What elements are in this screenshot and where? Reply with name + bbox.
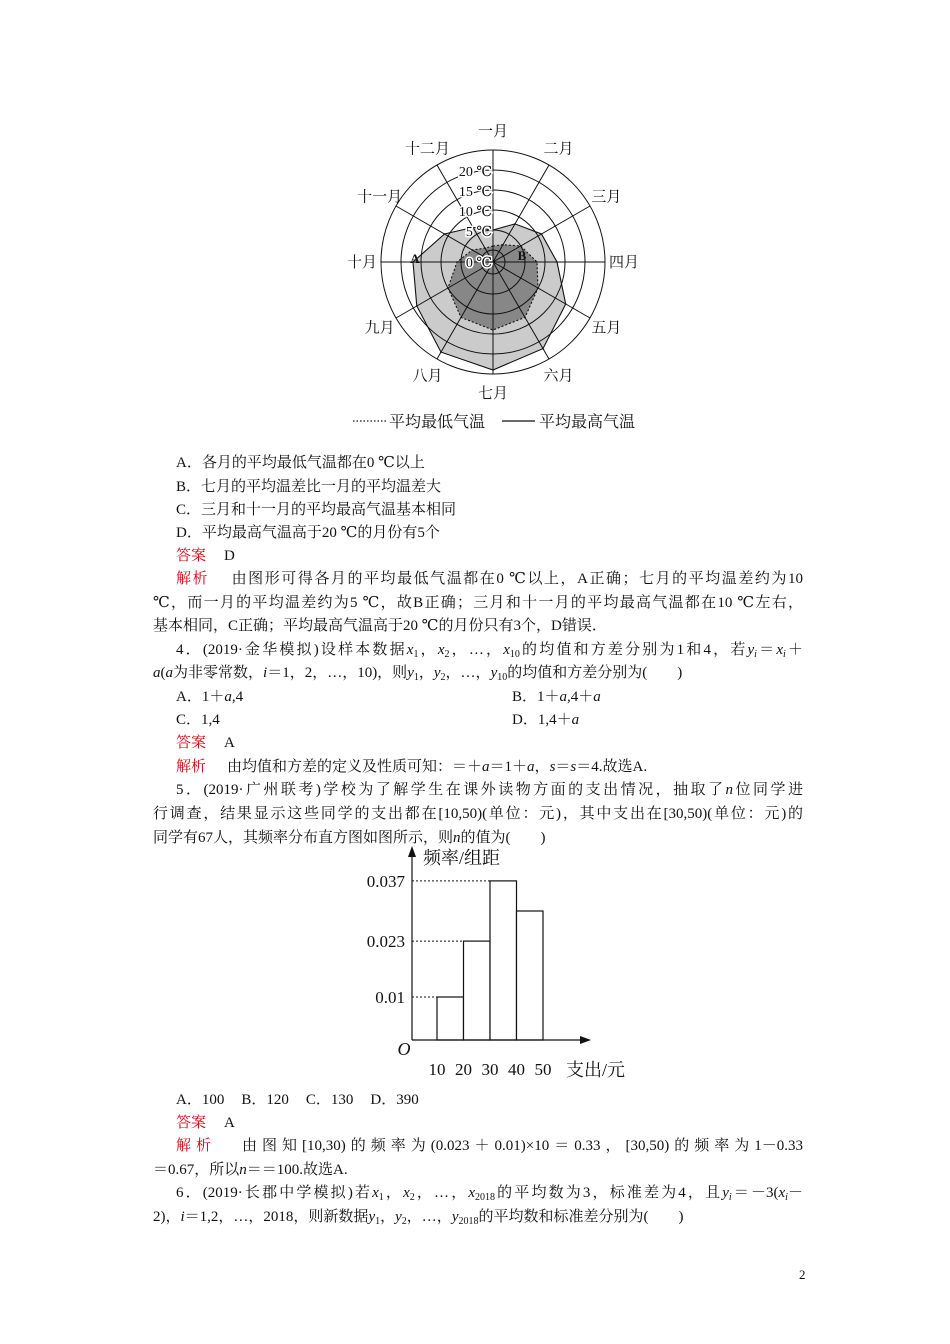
text-run: ＝1,2，…，2018，则新数据 [184,1209,369,1225]
text-run: － [787,1185,803,1201]
text-run: ,4＋ [567,689,594,705]
text-run: 的平均数和标准差分别为( ) [478,1209,684,1225]
text-run: ， [418,665,434,681]
text-run: 的值为( ) [460,830,546,846]
explanation-text [230,571,803,587]
math-variable: n [725,782,734,798]
histogram-bar [490,881,517,1040]
math-subscript: 1 [413,672,419,683]
q5-options [176,1090,436,1110]
q4-option-a [176,687,243,707]
math-variable: a [224,689,232,705]
text-run: 4．(2019·金华模拟)设样本数据 [176,642,407,658]
math-variable: a [527,759,535,775]
explanation-label: 解析 [176,571,210,587]
math-variable: n [453,830,461,846]
text-run: ，…， [406,1209,452,1225]
math-subscript: 1 [413,649,419,660]
month-label: 七月 [477,386,509,402]
text-run: ＝4.故选A. [576,759,648,775]
legend [353,412,635,431]
answer-label: 答案 [176,1115,207,1131]
math-variable: a [153,665,161,681]
x-tick-label: 50 [534,1060,552,1079]
text-run: 的均值和方差分别为( ) [507,665,683,681]
month-label: 一月 [477,124,509,140]
explanation-label: 解析 [176,759,207,775]
text-run: ℃，而一月的平均温差约为5 ℃，故B正确；三月和十一月的平均最高气温都在10 ℃左右， [153,595,803,611]
text-run: ＝0.67，所以 [153,1162,240,1178]
text-run: ， [380,1209,396,1225]
text-run: 5．(2019·广州联考)学校为了解学生在课外读物方面的支出情况，抽取了 [176,782,726,798]
math-variable: s [549,759,556,775]
math-variable: s [570,759,577,775]
text-run: 的平均数为3，标准差为4，且 [495,1185,723,1201]
math-variable: y [490,665,498,681]
origin-label: O [397,1039,411,1059]
q3-option-d: D．平均最高气温高于20 ℃的月份有5个 [176,525,440,541]
month-label: 九月 [364,320,395,337]
math-variable: a [482,759,490,775]
text-run: ＝＝100.故选A. [246,1162,348,1178]
math-variable: x [503,642,510,658]
q5-option-b: B．120 [241,1092,289,1108]
text-run: 位同学进 [733,782,803,798]
q4-option-b [512,687,601,707]
x-tick-label: 20 [455,1060,472,1079]
math-variable: x [437,642,445,658]
q5-stem-line-2 [153,804,803,824]
text-run: 由均值和方差的定义及性质可知：＝＋ [227,759,483,775]
text-run: ＝1＋ [489,759,528,775]
math-subscript: 1 [375,1216,381,1227]
tick-label: 0 ℃ [465,256,492,271]
y-axis-title: 频率/组距 [423,848,501,868]
math-subscript: i [782,649,786,660]
histogram-bar [437,997,464,1040]
month-label: 二月 [543,141,574,158]
math-variable: a [559,689,568,705]
answer-value: A [224,735,235,751]
text-run: ，…， [449,642,504,658]
annotation-label: A [410,251,420,266]
math-variable: y [747,642,755,658]
tick-label: 15 ℃ [458,185,492,200]
q3-option-c: C．三月和十一月的平均最高气温基本相同 [176,502,457,518]
q3-option-b: B．七月的平均温差比一月的平均温差大 [176,479,442,495]
explanation-label: 解析 [176,1138,217,1154]
x-axis-title: 支出/元 [566,1060,626,1080]
text-run: 由图形可得各月的平均最低气温都在0 ℃以上，A正确；七月的平均温差约为10 [230,571,803,587]
y-axis-arrow [408,846,416,857]
x-tick-label: 30 [481,1060,499,1079]
y-tick-label: 0.023 [366,932,405,952]
q4-option-d [512,710,579,730]
q5-explanation-line-1 [176,1136,803,1156]
month-label: 三月 [591,189,622,206]
histogram-bar [517,911,544,1040]
answer-label: 答案 [176,548,207,564]
q3-answer [176,546,235,566]
math-variable: a [571,712,580,728]
tick-label: 20 ℃ [458,165,492,180]
legend-label-max: 平均最高气温 [539,414,636,431]
month-label: 十二月 [404,141,451,158]
math-subscript: i [728,1192,732,1203]
text-run: B．1＋ [512,689,560,705]
math-subscript: 2 [444,649,450,660]
math-subscript: 10 [497,672,508,683]
x-tick-label: 40 [508,1060,525,1079]
answer-value: D [224,548,235,564]
math-variable: i [180,1209,185,1225]
math-subscript: 2018 [475,1192,496,1203]
math-variable: y [433,665,441,681]
text-run: ＝ [555,759,571,775]
q5-option-a: A．100 [176,1092,225,1108]
math-variable: x [468,1185,476,1201]
text-run: ， [418,642,438,658]
text-run: 为非零常数， [173,665,264,681]
y-tick-label: 0.037 [366,871,405,891]
q4-stem-line-1 [176,640,803,660]
text-run: ， [383,1185,404,1201]
math-variable: y [722,1185,729,1201]
q4-answer [176,733,235,753]
q6-stem-line-2 [153,1207,683,1227]
text-run: ＋ [785,642,803,658]
text-run: ＝－3( [731,1185,779,1201]
text-run: ＝1，2，…，10)，则 [267,665,408,681]
q3-explanation-line-1 [176,569,803,589]
math-subscript: 2 [401,1216,407,1227]
q5-option-c: C．130 [305,1092,354,1108]
tick-label: 10 ℃ [458,205,492,220]
month-label: 四月 [608,255,640,271]
text-run: ,4 [231,689,244,705]
math-variable: i [263,665,268,681]
radar-chart [318,118,670,440]
math-variable: y [368,1209,376,1225]
q4-explanation [176,757,647,777]
text-run: ， [534,759,550,775]
text-run: D．1,4＋ [512,712,572,728]
text-run: 由图知[10,30)的频率为(0.023＋0.01)×10＝0.33，[30,50)的频率为1－0.33 [237,1138,803,1154]
month-label: 五月 [591,320,622,337]
math-subscript: 2 [440,672,446,683]
q6-stem-line-1 [176,1183,803,1203]
text-run: 6．(2019·长郡中学模拟)若 [176,1185,373,1201]
q5-stem-line-1 [176,780,803,800]
q5-answer [176,1113,235,1133]
text-run: ，…， [445,665,491,681]
histogram-chart [340,838,650,1090]
math-variable: x [776,642,783,658]
answer-value: A [224,1115,235,1131]
month-label: 十月 [346,255,378,271]
text-run: 基本相同，C正确；平均最高气温高于20 ℃的月份只有3个，D错误． [153,618,607,634]
q4-option-c [176,710,220,730]
text-run: 的均值和方差分别为1和4，若 [519,642,748,658]
text-run: 2)， [153,1209,181,1225]
math-variable: y [451,1209,459,1225]
x-axis-arrow [580,1036,591,1044]
annotation-label: B [517,248,527,263]
math-subscript: 2 [409,1192,415,1203]
page-number: 2 [799,1267,806,1282]
explanation-text [227,759,647,775]
answer-label: 答案 [176,735,207,751]
text-run: ( [160,665,166,681]
math-subscript: 10 [509,649,520,660]
math-subscript: 2018 [458,1216,479,1227]
math-variable: y [407,665,414,681]
text-run: 同学有67人，其频率分布直方图如图所示，则 [153,830,454,846]
x-tick-label: 10 [428,1060,446,1079]
math-variable: x [406,642,414,658]
tick-label: 5 ℃ [465,225,492,240]
q3-explanation-line-3 [153,616,607,636]
q5-explanation-line-2 [153,1160,348,1180]
text-run: ＝ [756,642,777,658]
math-variable: x [403,1185,410,1201]
y-tick-label: 0.01 [375,988,405,1007]
text-run: C．1,4 [176,712,220,728]
q3-option-a: A．各月的平均最低气温都在0 ℃以上 [176,455,425,471]
month-label: 六月 [543,368,574,385]
text-run: ，…， [414,1185,469,1201]
q4-stem-line-2 [153,663,682,683]
month-label: 八月 [412,368,443,385]
text-run: 行调查，结果显示这些同学的支出都在[10,50)(单位：元)，其中支出在[30,50)(单位：元)的 [153,806,803,822]
math-variable: n [239,1162,247,1178]
math-subscript: i [754,649,757,660]
explanation-text [237,1138,803,1154]
math-subscript: 1 [378,1192,384,1203]
month-label: 十一月 [357,189,403,206]
histogram-bar [464,941,491,1040]
q3-explanation-line-2 [153,593,803,613]
math-variable: x [778,1185,786,1201]
text-run: A．1＋ [176,689,225,705]
q5-option-d: D．390 [370,1092,419,1108]
math-variable: a [165,665,173,681]
math-variable: x [372,1185,379,1201]
math-variable: y [395,1209,402,1225]
legend-label-min: 平均最低气温 [389,414,486,431]
math-subscript: i [785,1192,788,1203]
math-variable: a [593,689,601,705]
